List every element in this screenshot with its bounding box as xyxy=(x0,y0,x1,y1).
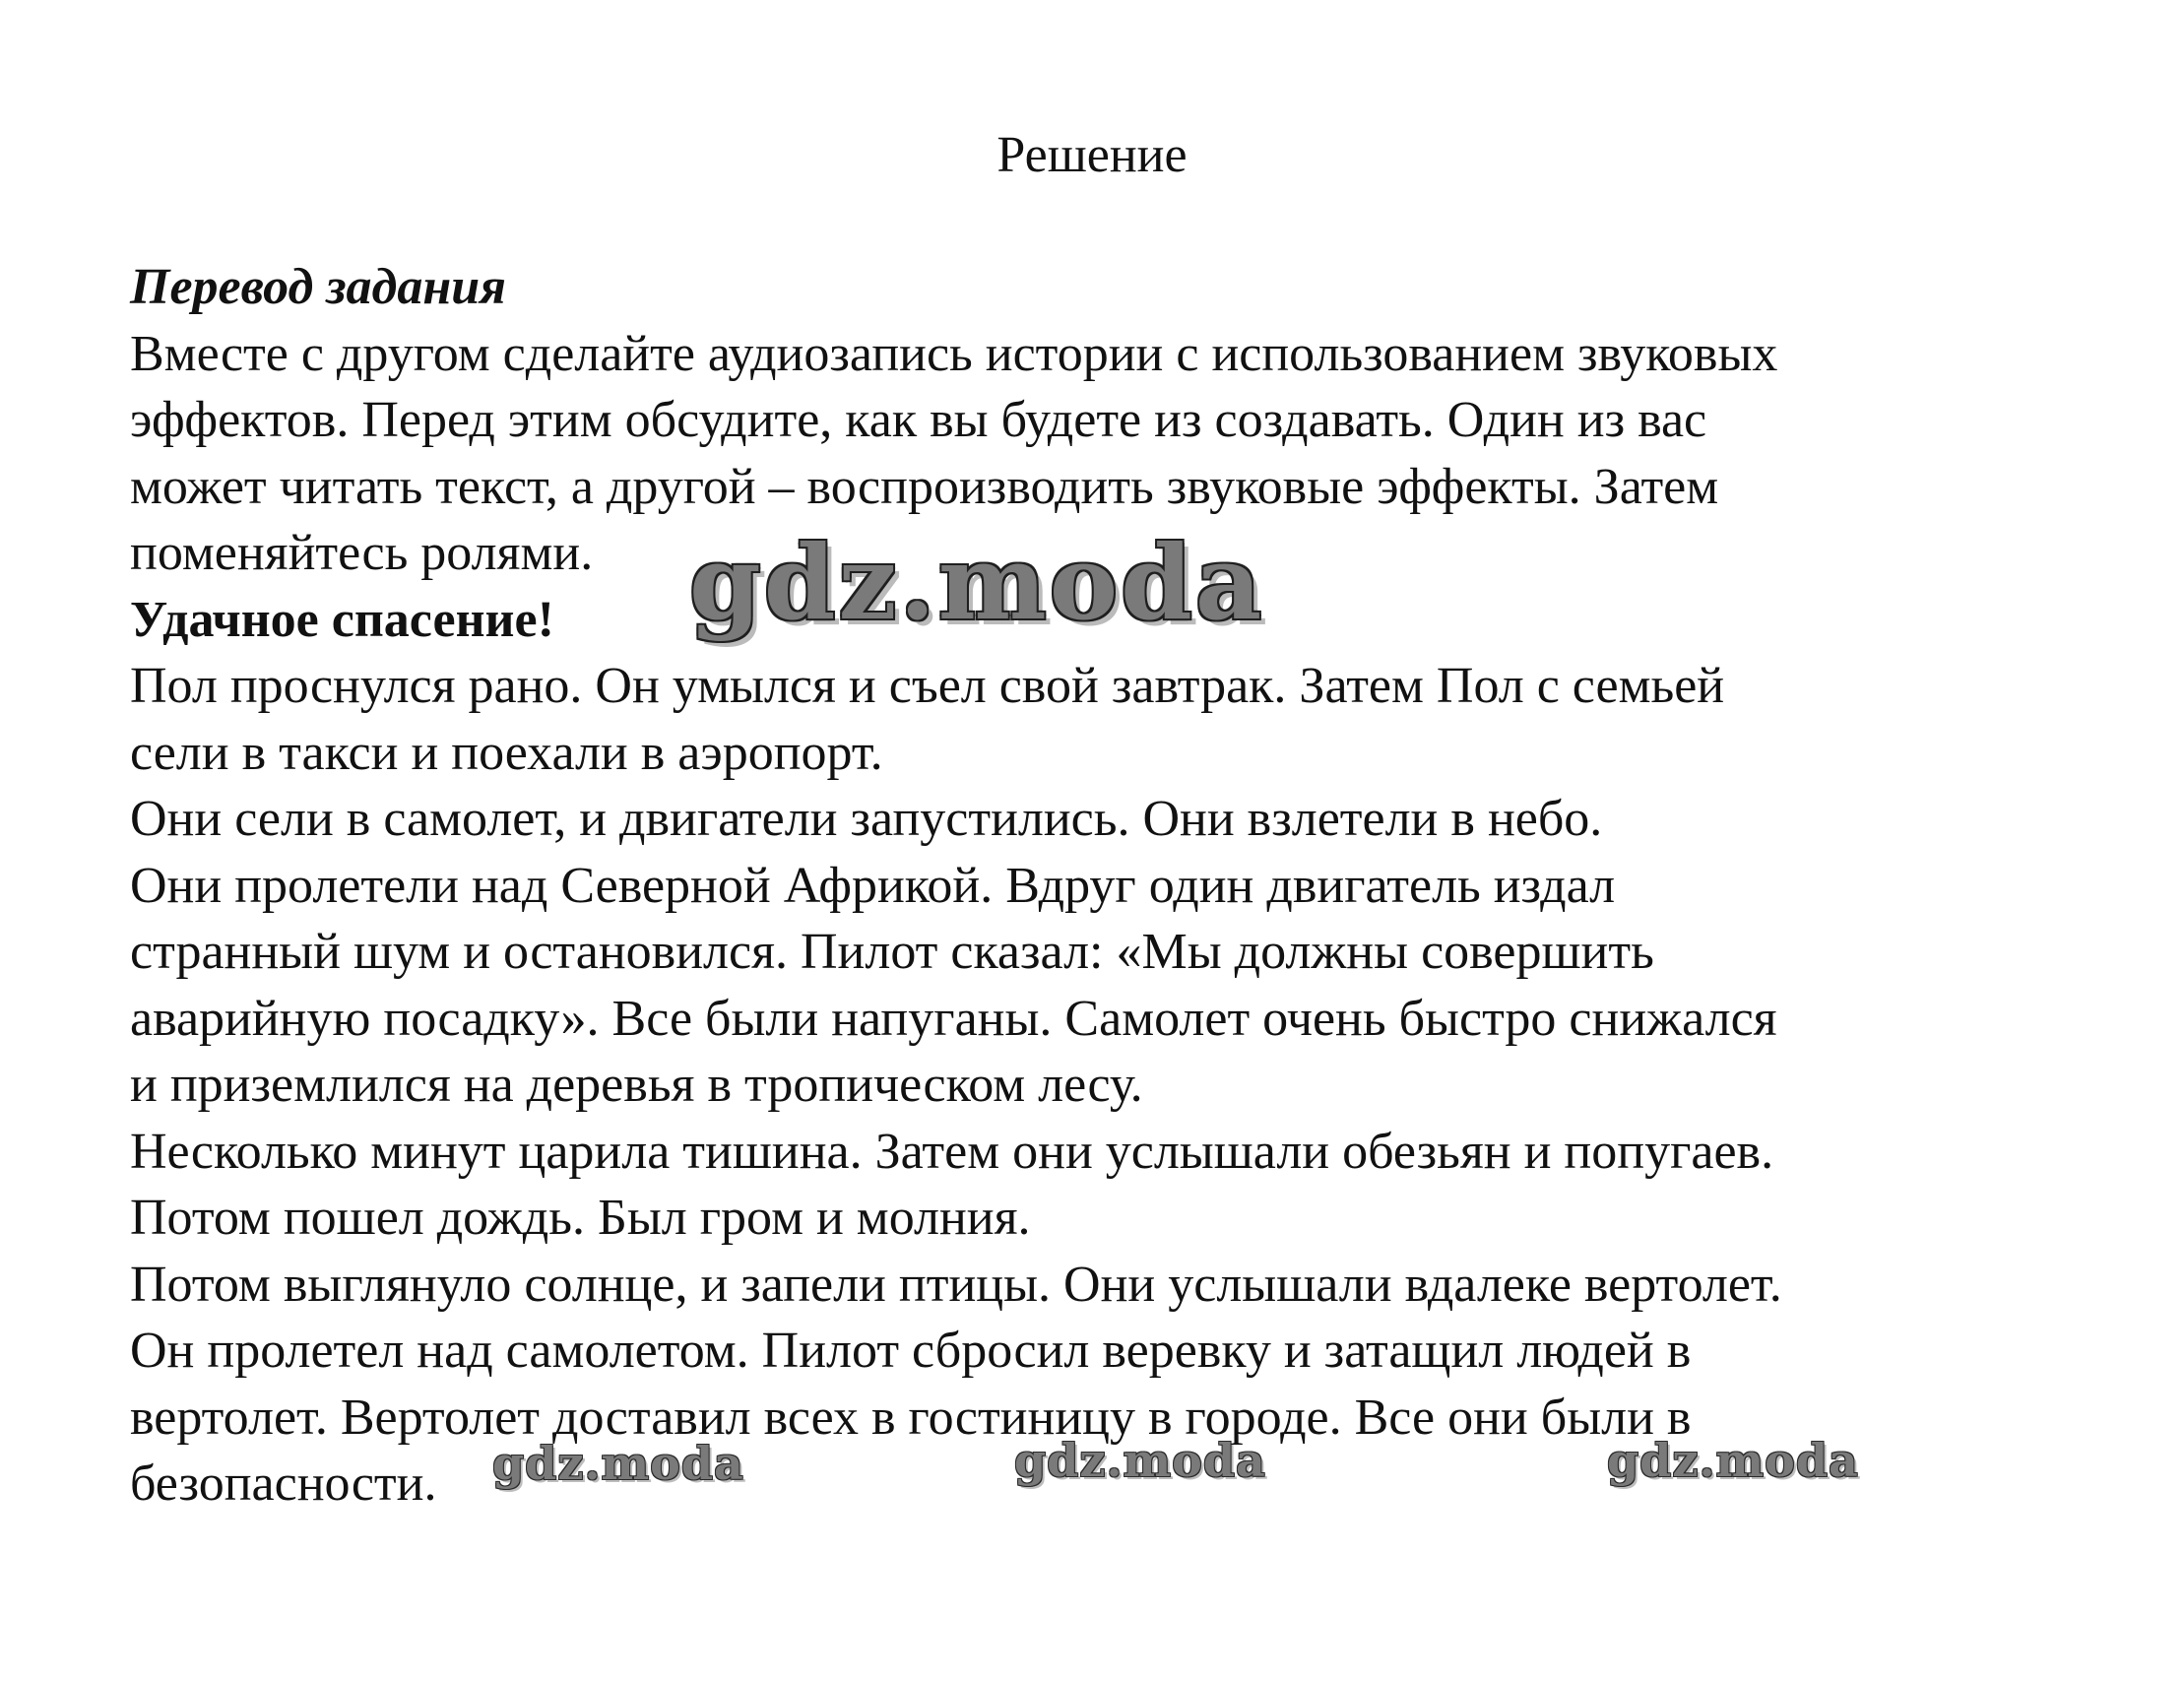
watermark-small: gdz.moda xyxy=(492,1437,744,1490)
story-line: Несколько минут царила тишина. Затем они услышали обезьян и попугаев. xyxy=(130,1123,1774,1180)
task-line: эффектов. Перед этим обсудите, как вы будете из создавать. Один из вас xyxy=(130,392,1707,448)
story-line: Потом выглянуло солнце, и запели птицы. Они услышали вдалеке вертолет. xyxy=(130,1256,1782,1313)
page-title: Решение xyxy=(996,127,1188,183)
watermark-small: gdz.moda xyxy=(1014,1434,1266,1487)
story-line: сели в такси и поехали в аэропорт. xyxy=(130,724,883,781)
story-line: Они сели в самолет, и двигатели запустились. Они взлетели в небо. xyxy=(130,791,1603,847)
story-line: вертолет. Вертолет доставил всех в гостиницу в городе. Все они были в xyxy=(130,1389,1692,1446)
task-line: поменяйтесь ролями. xyxy=(130,525,594,581)
story-title: Удачное спасение! xyxy=(130,591,554,648)
story-line: аварийную посадку». Все были напуганы. Самолет очень быстро снижался xyxy=(130,990,1777,1047)
section-title: Перевод задания xyxy=(130,259,506,315)
story-line: Потом пошел дождь. Был гром и молния. xyxy=(130,1190,1031,1246)
document-body xyxy=(130,254,2099,1518)
story-line: и приземлился на деревья в тропическом лесу. xyxy=(130,1057,1143,1113)
task-line: Вместе с другом сделайте аудиозапись истории с использованием звуковых xyxy=(130,325,1778,382)
story-line: Пол проснулся рано. Он умылся и съел свой завтрак. Затем Пол с семьей xyxy=(130,658,1725,714)
story-line: безопасности. xyxy=(130,1456,437,1512)
task-line: может читать текст, а другой – воспроизводить звуковые эффекты. Затем xyxy=(130,458,1719,515)
story-line: Они пролетели над Северной Африкой. Вдруг один двигатель издал xyxy=(130,857,1616,914)
story-line: Он пролетел над самолетом. Пилот сбросил веревку и затащил людей в xyxy=(130,1323,1692,1379)
watermark-small: gdz.moda xyxy=(1607,1434,1859,1487)
story-line: странный шум и остановился. Пилот сказал: «Мы должны совершить xyxy=(130,924,1654,980)
watermark-main: gdz.moda xyxy=(689,522,1265,643)
